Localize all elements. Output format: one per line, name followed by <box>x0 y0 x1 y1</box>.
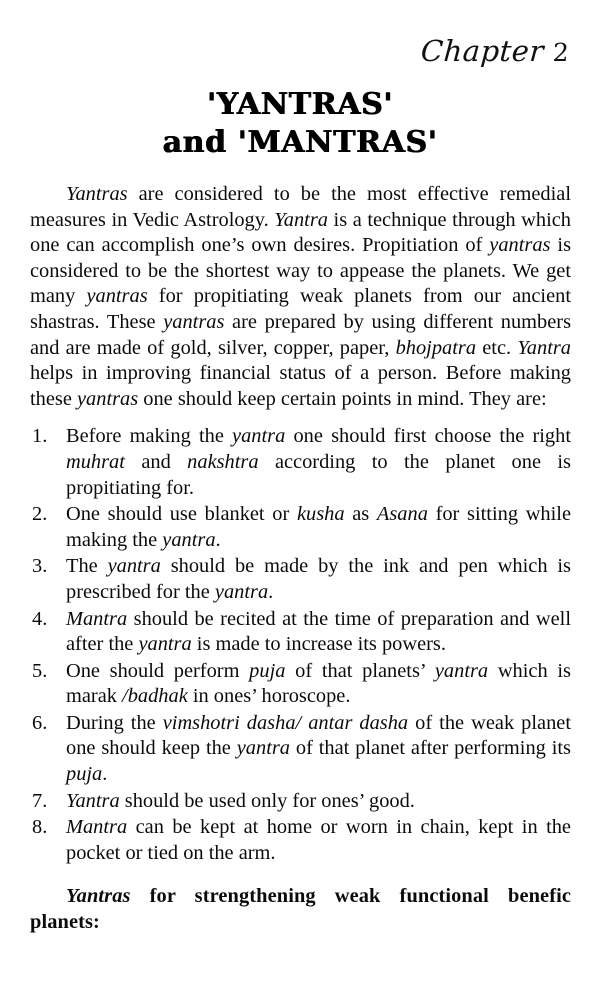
list-item-marker: 2. <box>32 503 48 526</box>
emphasis-term: puja <box>66 763 103 786</box>
emphasis-term: yantra <box>214 580 269 603</box>
emphasis-term: yantra <box>232 425 286 448</box>
list-item-text: Before making the yantra one should first choose the right muhrat and nakshtra according to the planet one is propitiating for. <box>66 425 571 499</box>
emphasis-term: vimshotri dasha/ antar dasha <box>162 711 409 734</box>
emphasis-term: Yantra <box>274 208 328 231</box>
emphasis-term: yantra <box>107 555 161 578</box>
list-item <box>30 502 571 553</box>
chapter-heading <box>420 34 570 68</box>
list-item-marker: 5. <box>32 659 48 682</box>
emphasis-term: muhrat <box>66 450 125 473</box>
emphasis-term: puja <box>249 659 286 682</box>
emphasis-term: Mantra <box>66 607 128 630</box>
list-item <box>30 711 571 788</box>
emphasis-term: yantra <box>162 528 216 551</box>
chapter-number: 2 <box>551 38 570 67</box>
emphasis-term: yantra <box>138 633 192 656</box>
emphasis-term: Asana <box>376 503 428 526</box>
numbered-points-list <box>30 424 571 866</box>
list-item-marker: 1. <box>32 425 48 448</box>
title-line-2: and 'MANTRAS' <box>162 125 438 160</box>
body-content <box>30 182 571 935</box>
emphasis-term: yantra <box>236 737 290 760</box>
list-item-marker: 3. <box>32 555 48 578</box>
title-line-1: 'YANTRAS' <box>206 87 394 122</box>
emphasis-term: yantras <box>489 234 551 257</box>
list-item-text: Yantra should be used only for ones’ good. <box>66 789 415 812</box>
emphasis-term: kusha <box>296 503 345 526</box>
list-item-text: Mantra can be kept at home or worn in chain, kept in the pocket or tied on the arm. <box>66 816 571 864</box>
list-item <box>30 789 571 815</box>
list-item <box>30 424 571 501</box>
emphasis-term: Yantras <box>66 885 131 908</box>
emphasis-term: yantras <box>77 387 139 410</box>
emphasis-term: bhojpatra <box>395 336 477 359</box>
emphasis-term: yantras <box>86 285 148 308</box>
list-item-text: Mantra should be recited at the time of preparation and well after the yantra is made to increase its powers. <box>66 607 571 656</box>
emphasis-term: Yantra <box>66 789 120 812</box>
closing-heading: Yantras for strengthening weak functional benefic planets: <box>30 885 571 934</box>
chapter-label: Chapter <box>419 34 546 68</box>
list-item-marker: 4. <box>32 607 48 630</box>
list-item <box>30 554 571 605</box>
list-item <box>30 659 571 710</box>
list-item <box>30 607 571 658</box>
emphasis-term: Yantra <box>517 336 571 359</box>
list-item-text: One should use blanket or kusha as Asana for sitting while making the yantra. <box>66 503 572 551</box>
emphasis-term: yantras <box>163 310 225 333</box>
page-title <box>0 86 600 162</box>
list-item <box>30 815 571 866</box>
emphasis-term: /badhak <box>122 685 188 708</box>
intro-paragraph: Yantras are considered to be the most effective remedial measures in Vedic Astrology. Yantra is a technique through which one can accomplish one’s own desires. Propitiation of yantras is considered to be the shortest way to appease the planets. We get many yantras for propitiating weak planets from our ancient shastras. These yantras are prepared by using different numbers and are made of gold, silver, copper, paper, bhojpatra etc. Yantra helps in improving financial status of a person. Before making these yantras one should keep certain points in mind. They are: <box>30 183 572 410</box>
list-item-text: One should perform puja of that planets’ yantra which is marak /badhak in ones’ horoscope. <box>66 659 571 708</box>
list-item-marker: 6. <box>32 711 48 734</box>
list-item-text: During the vimshotri dasha/ antar dasha of the weak planet one should keep the yantra of that planet after performing its puja. <box>66 711 571 786</box>
emphasis-term: Mantra <box>66 816 128 839</box>
emphasis-term: nakshtra <box>187 450 259 473</box>
list-item-text: The yantra should be made by the ink and pen which is prescribed for the yantra. <box>66 555 571 603</box>
list-item-marker: 8. <box>32 816 48 839</box>
emphasis-term: yantra <box>434 659 489 682</box>
emphasis-term: Yantras <box>66 183 128 205</box>
list-item-marker: 7. <box>32 789 48 812</box>
